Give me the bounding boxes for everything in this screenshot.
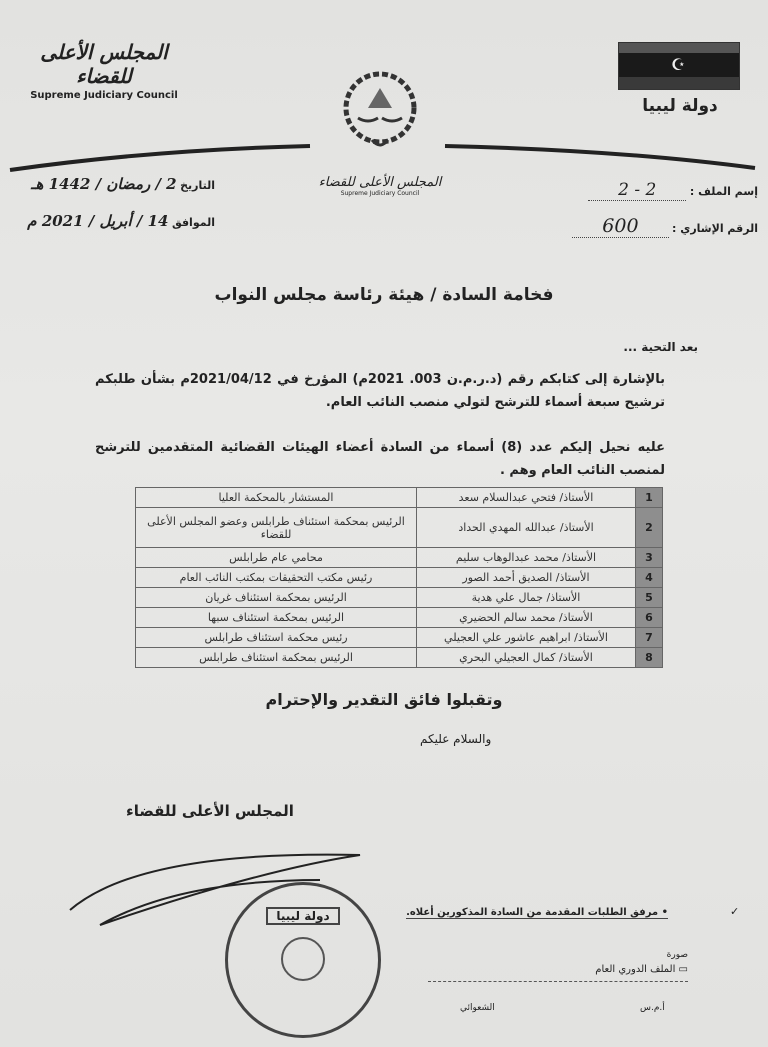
row-number: 6: [636, 608, 663, 628]
table-row: [136, 568, 663, 588]
table-row: [136, 608, 663, 628]
row-number: 7: [636, 628, 663, 648]
candidate-position: رئيس محكمة استئناف طرابلس: [136, 628, 417, 648]
salutation: والسلام عليكم: [420, 732, 492, 746]
row-number: 8: [636, 648, 663, 668]
folder-icon: ▭: [678, 964, 688, 975]
ref-label: الرقم الإشاري :: [672, 222, 758, 235]
footer-left: الشعوائي: [460, 1003, 495, 1013]
ref-value: 600: [572, 215, 668, 238]
candidate-position: الرئيس بمحكمة استئناف غريان: [136, 588, 417, 608]
cc-label: صورة: [666, 950, 688, 960]
attachment-note: • مرفق الطلبات المقدمة من السادة المذكورين أعلاه.: [406, 907, 668, 918]
candidate-name: الأستاذ/ الصديق أحمد الصور: [417, 568, 636, 588]
greg-label: الموافق: [171, 216, 215, 229]
candidate-name: الأستاذ/ محمد سالم الحضيري: [417, 608, 636, 628]
candidates-table: [135, 487, 663, 668]
council-logo: [14, 40, 194, 101]
table-row: [136, 488, 663, 508]
emblem-caption-en: Supreme Judiciary Council: [340, 190, 420, 197]
greg-value: 14 / أبريل / 2021 م: [27, 212, 169, 230]
paragraph-referral: عليه نحيل إليكم عدد (8) أسماء من السادة أعضاء الهيئات القضائية المتقدمين للترشح لمنصب النائب العام وهم .: [95, 440, 665, 478]
candidate-name: الأستاذ/ جمال علي هدية: [417, 588, 636, 608]
row-number: 4: [636, 568, 663, 588]
stamp-text: دولة ليبيا: [266, 907, 340, 925]
greeting: بعد التحية ...: [623, 340, 698, 354]
cc-item: [428, 964, 688, 982]
candidate-position: المستشار بالمحكمة العليا: [136, 488, 417, 508]
official-stamp: [225, 882, 381, 1038]
candidate-position: محامي عام طرابلس: [136, 548, 417, 568]
table-row: [136, 628, 663, 648]
stamp-emblem-icon: [281, 937, 325, 981]
file-name-row: [588, 180, 758, 200]
crescent-icon: ☪: [671, 55, 686, 74]
paragraph-reference: بالإشارة إلى كتابكم رقم (د.ر.م.ن 003. 2021م) المؤرخ في 2021/04/12م بشأن طلبكم ترشيح سبعة أسماء للترشح لتولي منصب النائب العام.: [95, 372, 666, 410]
footer-right: أ.م.س: [640, 1003, 665, 1013]
addressee: فخامة السادة / هيئة رئاسة مجلس النواب: [214, 285, 554, 305]
signatory: المجلس الأعلى للقضاء: [126, 802, 294, 820]
row-number: 2: [636, 508, 663, 548]
greg-date-row: [5, 212, 215, 230]
check-icon: ✓: [730, 905, 740, 918]
table-row: [136, 648, 663, 668]
ref-row: [572, 215, 758, 237]
emblem-caption-ar: المجلس الأعلى للقضاء: [318, 175, 442, 190]
row-number: 5: [636, 588, 663, 608]
hijri-value: 2 / رمضان / 1442 هـ: [31, 175, 177, 193]
candidate-position: الرئيس بمحكمة استئناف سبها: [136, 608, 417, 628]
state-name: دولة ليبيا: [642, 96, 718, 116]
header-divider: [0, 140, 768, 180]
row-number: 3: [636, 548, 663, 568]
council-name-en: Supreme Judiciary Council: [30, 90, 178, 101]
table-row: [136, 588, 663, 608]
table-row: [136, 548, 663, 568]
libya-flag: [618, 42, 740, 90]
row-number: 1: [636, 488, 663, 508]
hijri-label: التاريخ: [180, 179, 215, 192]
candidate-name: الأستاذ/ كمال العجيلي البحري: [417, 648, 636, 668]
file-name-label: إسم الملف :: [689, 185, 758, 198]
file-name-value: 2 - 2: [588, 180, 686, 201]
hijri-date-row: [5, 175, 215, 193]
candidate-name: الأستاذ/ فتحي عبدالسلام سعد: [417, 488, 636, 508]
council-name-ar: المجلس الأعلى للقضاء: [40, 40, 168, 88]
candidate-name: الأستاذ/ محمد عبدالوهاب سليم: [417, 548, 636, 568]
cc-item-label: الملف الدوري العام: [595, 964, 676, 975]
candidate-position: رئيس مكتب التحقيقات بمكتب النائب العام: [136, 568, 417, 588]
candidate-position: الرئيس بمحكمة استئناف طرابلس: [136, 648, 417, 668]
table-row: [136, 508, 663, 548]
candidate-position: الرئيس بمحكمة استئناف طرابلس وعضو المجلس الأعلى للقضاء: [136, 508, 417, 548]
candidate-name: الأستاذ/ عبدالله المهدي الحداد: [417, 508, 636, 548]
candidate-name: الأستاذ/ ابراهيم عاشور علي العجيلي: [417, 628, 636, 648]
closing: وتقبلوا فائق التقدير والإحترام: [265, 690, 503, 709]
